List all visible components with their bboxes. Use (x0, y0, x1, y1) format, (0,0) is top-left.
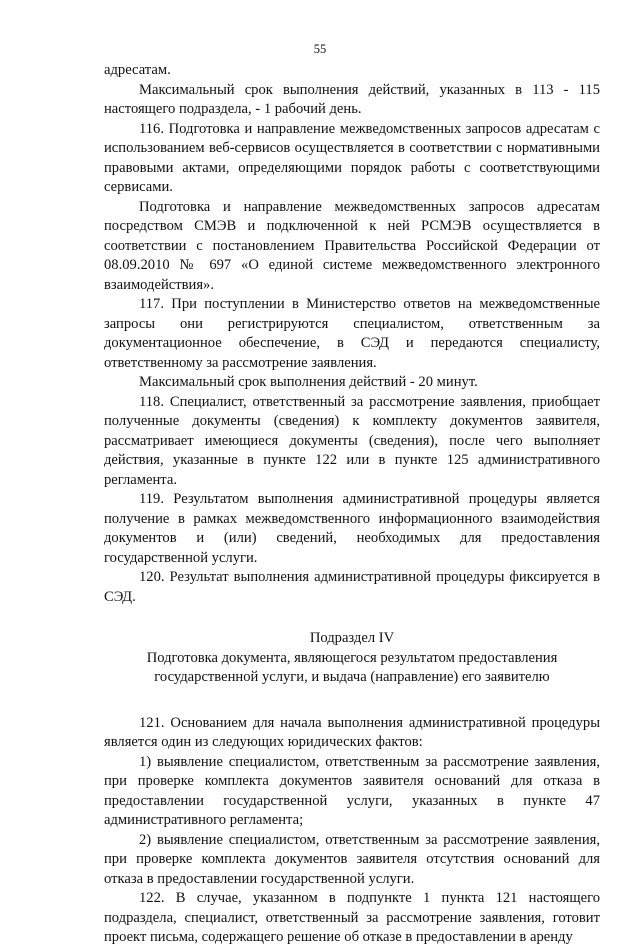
paragraphs-top (104, 61, 600, 607)
paragraph: 118. Специалист, ответственный за рассмотрение заявления, приобщает полученные документы (сведения) к комплекту документов заявителя, рассматривает имеющиеся документы (сведения), после чего выполняет действия, указанные в пункте 122 или в пункте 125 административного регламента. (104, 393, 600, 488)
subsection-title-line1: Подготовка документа, являющегося результатом предоставления (146, 649, 558, 666)
paragraph: 117. При поступлении в Министерство ответов на межведомственные запросы они регистрируются специалистом, ответственным за документационное обеспечение, в СЭД и передаются специалисту, ответственному за рассмотрение заявления. (104, 296, 600, 371)
page-number: 55 (313, 42, 327, 56)
paragraphs-bottom (104, 714, 600, 948)
paragraph: 119. Результатом выполнения административной процедуры является получение в рамках межведомственного информационного взаимодействия документов и (или) сведений, необходимых для предоставления государственной услуги. (104, 491, 600, 566)
paragraph: 1) выявление специалистом, ответственным за рассмотрение заявления, при проверке комплекта документов заявителя оснований для отказа в предоставлении государственной услуги, указанных в пункте 47 административного регламента; (104, 753, 600, 828)
paragraph: 2) выявление специалистом, ответственным за рассмотрение заявления, при проверке комплекта документов заявителя отсутствия оснований для отказа в предоставлении государственной услуги. (104, 831, 600, 887)
paragraph: Максимальный срок выполнения действий, указанных в 113 - 115 настоящего подраздела, - 1 рабочий день. (104, 81, 600, 117)
paragraph: адресатам. (104, 62, 171, 78)
paragraph: 122. В случае, указанном в подпункте 1 пункта 121 настоящего подраздела, специалист, ответственный за рассмотрение заявления, готовит проект письма, содержащего решение об отказе в предоставлении в аренду (104, 890, 600, 945)
paragraph: 120. Результат выполнения административной процедуры фиксируется в СЭД. (104, 569, 600, 605)
subsection-label: Подраздел IV (309, 630, 395, 646)
document-body (104, 61, 600, 948)
subsection-title-line2: государственной услуги, и выдача (направление) его заявителю (154, 669, 550, 685)
paragraph: 121. Основанием для начала выполнения административной процедуры является один из следующих юридических фактов: (104, 714, 600, 750)
paragraph: 116. Подготовка и направление межведомственных запросов адресатам с использованием веб-сервисов осуществляется в соответствии с нормативными правовыми актами, определяющими порядок работы с соответствующими сервисами. (104, 120, 600, 195)
paragraph: Подготовка и направление межведомственных запросов адресатам посредством СМЭВ и подключенной к ней РСМЭВ осуществляется в соответствии с постановлением Правительства Российской Федерации от 08.09.2010 № 697 «О единой системе межведомственного электронного взаимодействия». (104, 198, 600, 293)
paragraph: Максимальный срок выполнения действий - 20 минут. (139, 374, 478, 390)
